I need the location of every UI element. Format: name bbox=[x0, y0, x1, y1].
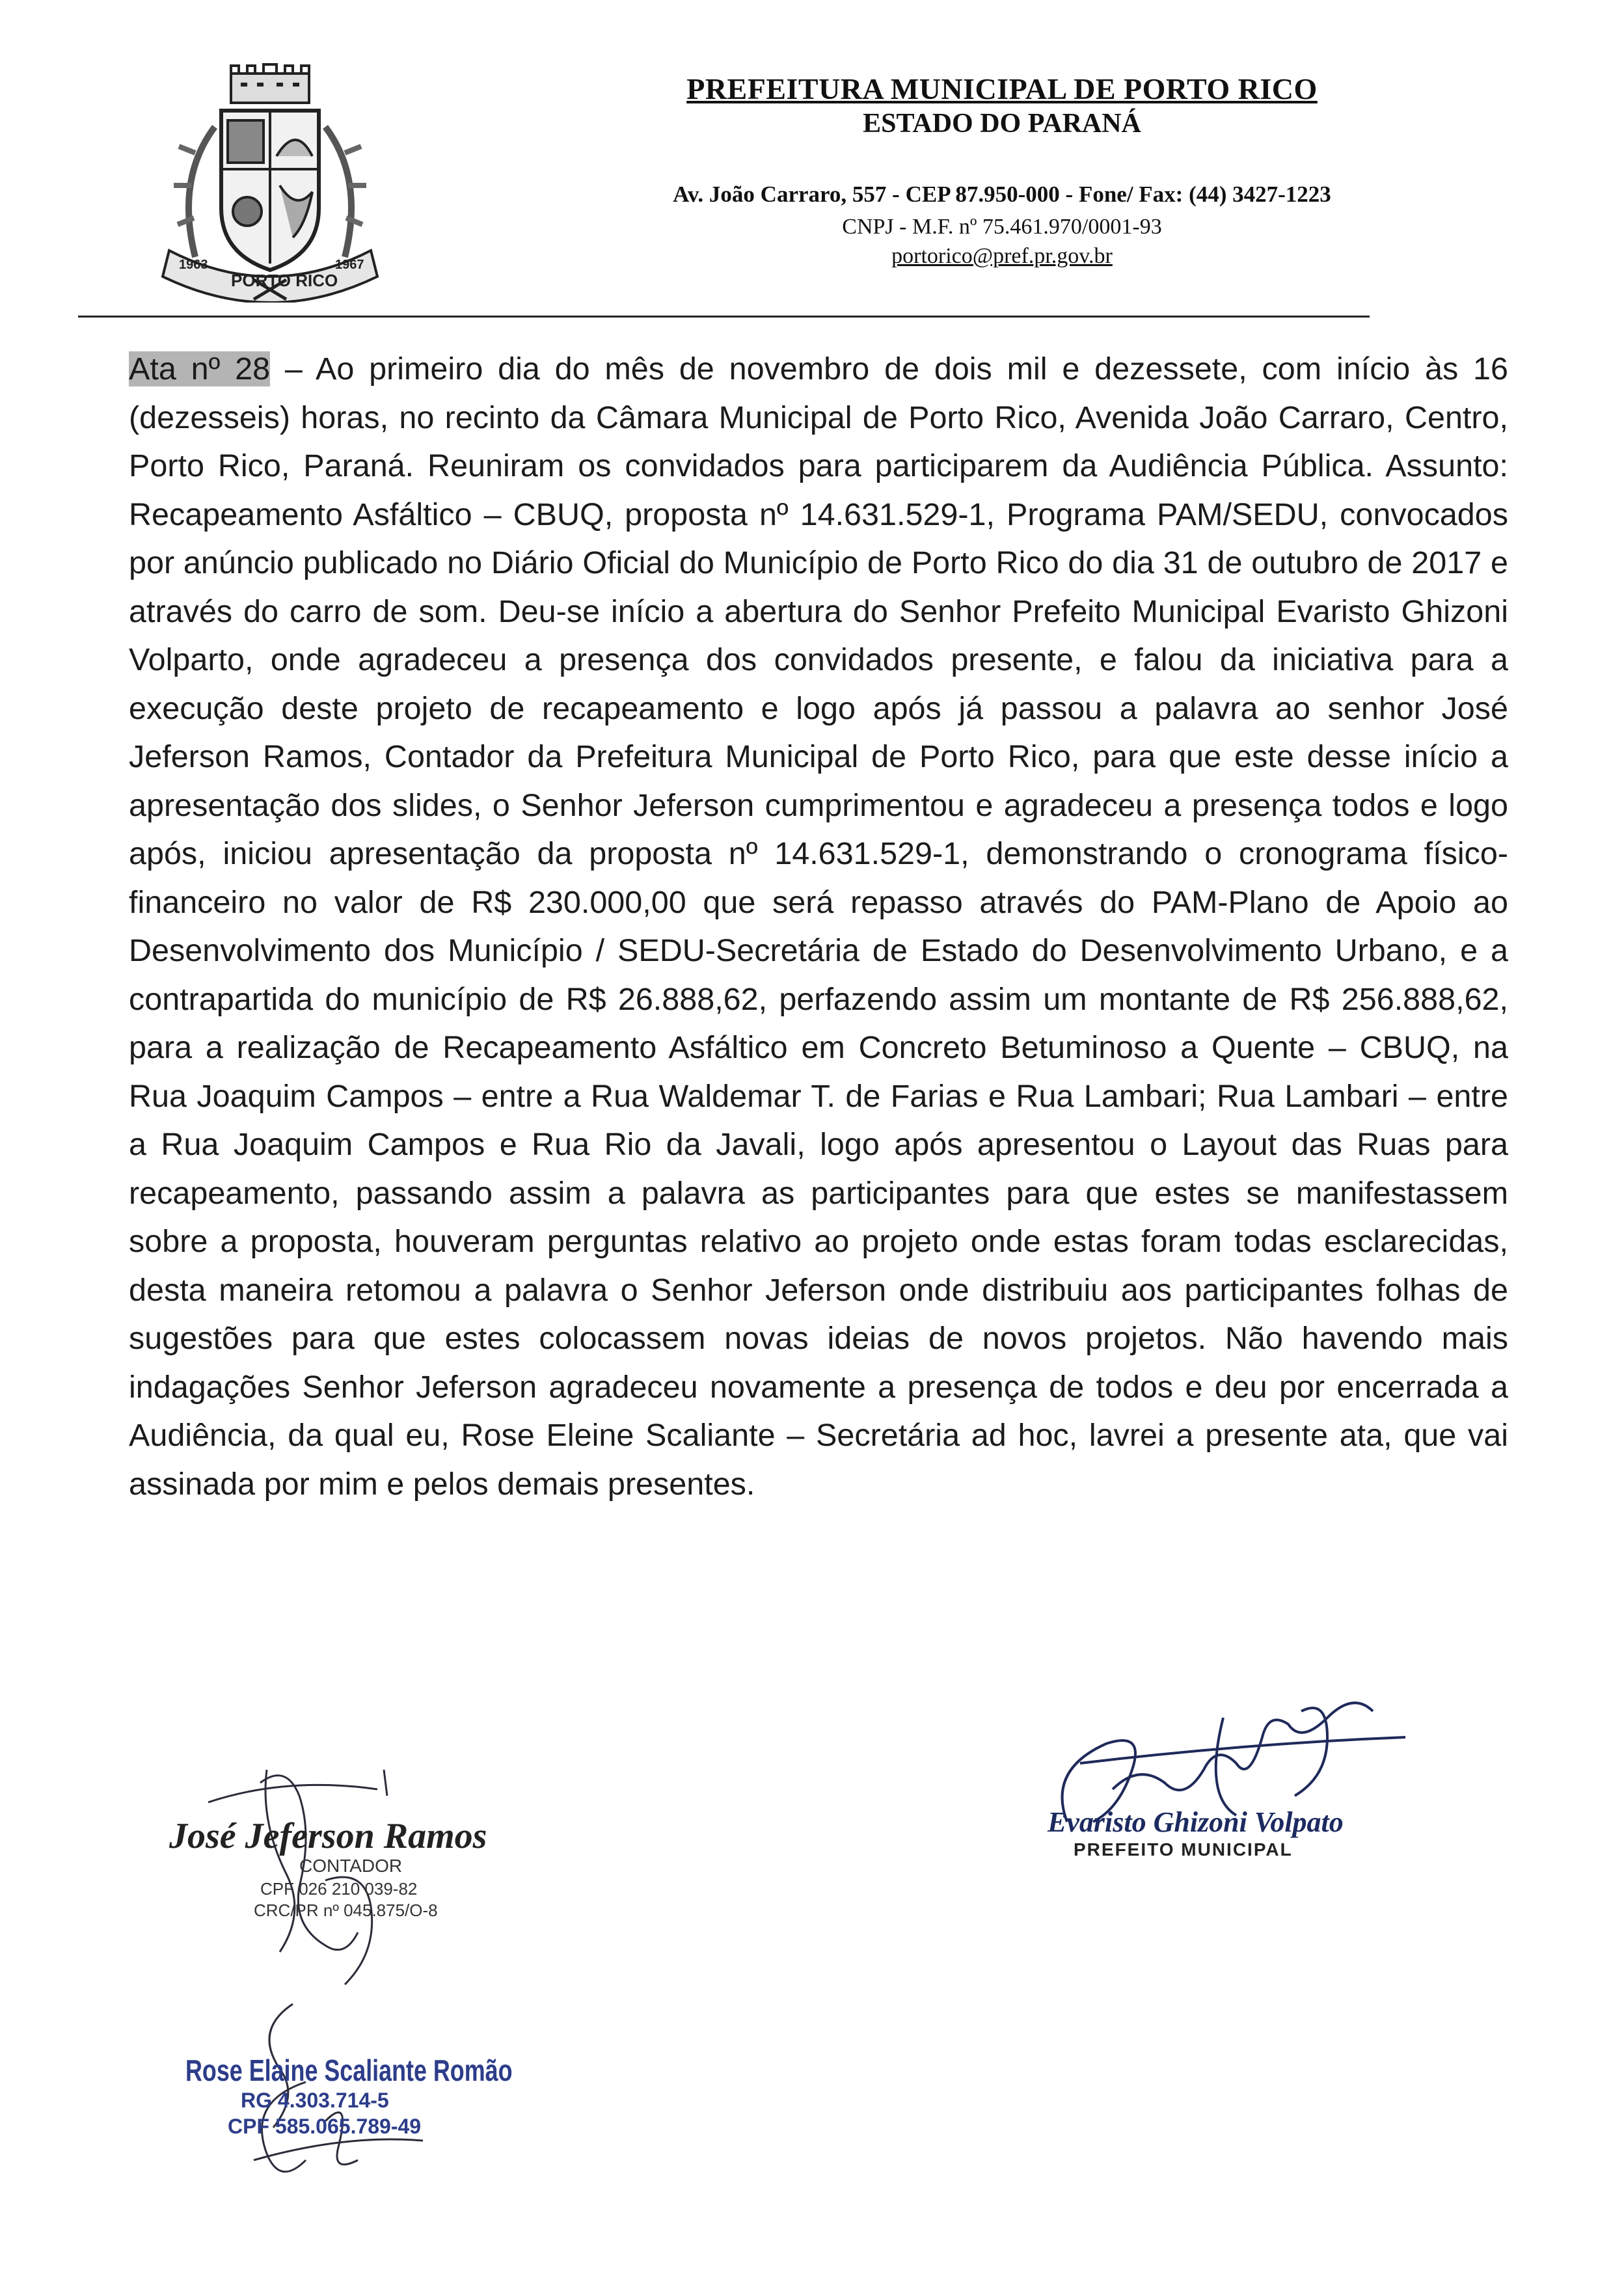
minutes-label: Ata nº 28 bbox=[129, 351, 271, 386]
mayor-name: Evaristo Ghizoni Volpato bbox=[1048, 1806, 1344, 1838]
ribbon-text: PORTO RICO bbox=[231, 271, 338, 290]
secretary-rg: RG 4.303.714-5 bbox=[241, 2089, 389, 2112]
ribbon-year-left: 1963 bbox=[179, 258, 208, 272]
minutes-body bbox=[129, 345, 1508, 1508]
header-title: PREFEITURA MUNICIPAL DE PORTO RICO bbox=[686, 72, 1318, 105]
letterhead bbox=[547, 72, 1457, 271]
header-cnpj: CNPJ - M.F. nº 75.461.970/0001-93 bbox=[842, 215, 1162, 239]
accountant-role: CONTADOR bbox=[299, 1856, 403, 1876]
header-email[interactable]: portorico@pref.pr.gov.br bbox=[891, 244, 1113, 268]
coat-of-arms-icon bbox=[150, 62, 390, 303]
secretary-name: Rose Elaine Scaliante Romão bbox=[185, 2053, 513, 2087]
header-address: Av. João Carraro, 557 - CEP 87.950-000 - Fone/ Fax: (44) 3427-1223 bbox=[673, 182, 1331, 207]
ribbon-year-right: 1967 bbox=[335, 258, 364, 272]
accountant-cpf: CPF 026 210 039-82 bbox=[260, 1879, 418, 1899]
minutes-text: – Ao primeiro dia do mês de novembro de dois mil e dezessete, com início às 16 (dezesseis) horas, no recinto da Câmara Municipal de Porto Rico, Avenida João Carraro, Centro, Porto Rico, Paraná. Reuniram os convidados para participarem da Audiência Pública. Assunto: Recapeamento Asfáltico – CBUQ, proposta nº 14.631.529-1, Programa PAM/SEDU, convocados por anúncio publicado no Diário Oficial do Município de Porto Rico do dia 31 de outubro de 2017 e através do carro de som. Deu-se início a abertura do Senhor Prefeito Municipal Evaristo Ghizoni Volparto, onde agradeceu a presença dos convidados presente, e falou da iniciativa para a execução deste projeto de recapeamento e logo após já passou a palavra ao senhor José Jeferson Ramos, Contador da Prefeitura Municipal de Porto Rico, para que este desse início a apresentação dos slides, o Senhor Jeferson cumprimentou e agradeceu a presença todos e logo após, iniciou apresentação da proposta nº 14.631.529-1, demonstrando o cronograma físico-financeiro no valor de R$ 230.000,00 que será repasso através do PAM-Plano de Apoio ao Desenvolvimento dos Município / SEDU-Secretária de Estado do Desenvolvimento Urbano, e a contrapartida do município de R$ 26.888,62, perfazendo assim um montante de R$ 256.888,62, para a realização de Recapeamento Asfáltico em Concreto Betuminoso a Quente – CBUQ, na Rua Joaquim Campos – entre a Rua Waldemar T. de Farias e Rua Lambari; Rua Lambari – entre a Rua Joaquim Campos e Rua Rio da Javali, logo após apresentou o Layout das Ruas para recapeamento, passando assim a palavra as participantes para que estes se manifestassem sobre a proposta, houveram perguntas relativo ao projeto onde estas foram todas esclarecidas, desta maneira retomou a palavra o Senhor Jeferson onde distribuiu aos participantes folhas de sugestões para que estes colocassem novas ideias de novos projetos. Não havendo mais indagações Senhor Jeferson agradeceu novamente a presença de todos e deu por encerrada a Audiência, da qual eu, Rose Eleine Scaliante – Secretária ad hoc, lavrei a presente ata, que vai assinada por mim e pelos demais presentes. bbox=[129, 351, 1508, 1502]
header-divider bbox=[78, 316, 1370, 318]
mayor-role: PREFEITO MUNICIPAL bbox=[1074, 1839, 1293, 1860]
header-state: ESTADO DO PARANÁ bbox=[863, 109, 1141, 139]
accountant-name: José Jeferson Ramos bbox=[169, 1816, 487, 1856]
accountant-crc: CRC/PR nº 045.875/O-8 bbox=[254, 1901, 438, 1920]
secretary-cpf: CPF 585.065.789-49 bbox=[228, 2115, 422, 2138]
